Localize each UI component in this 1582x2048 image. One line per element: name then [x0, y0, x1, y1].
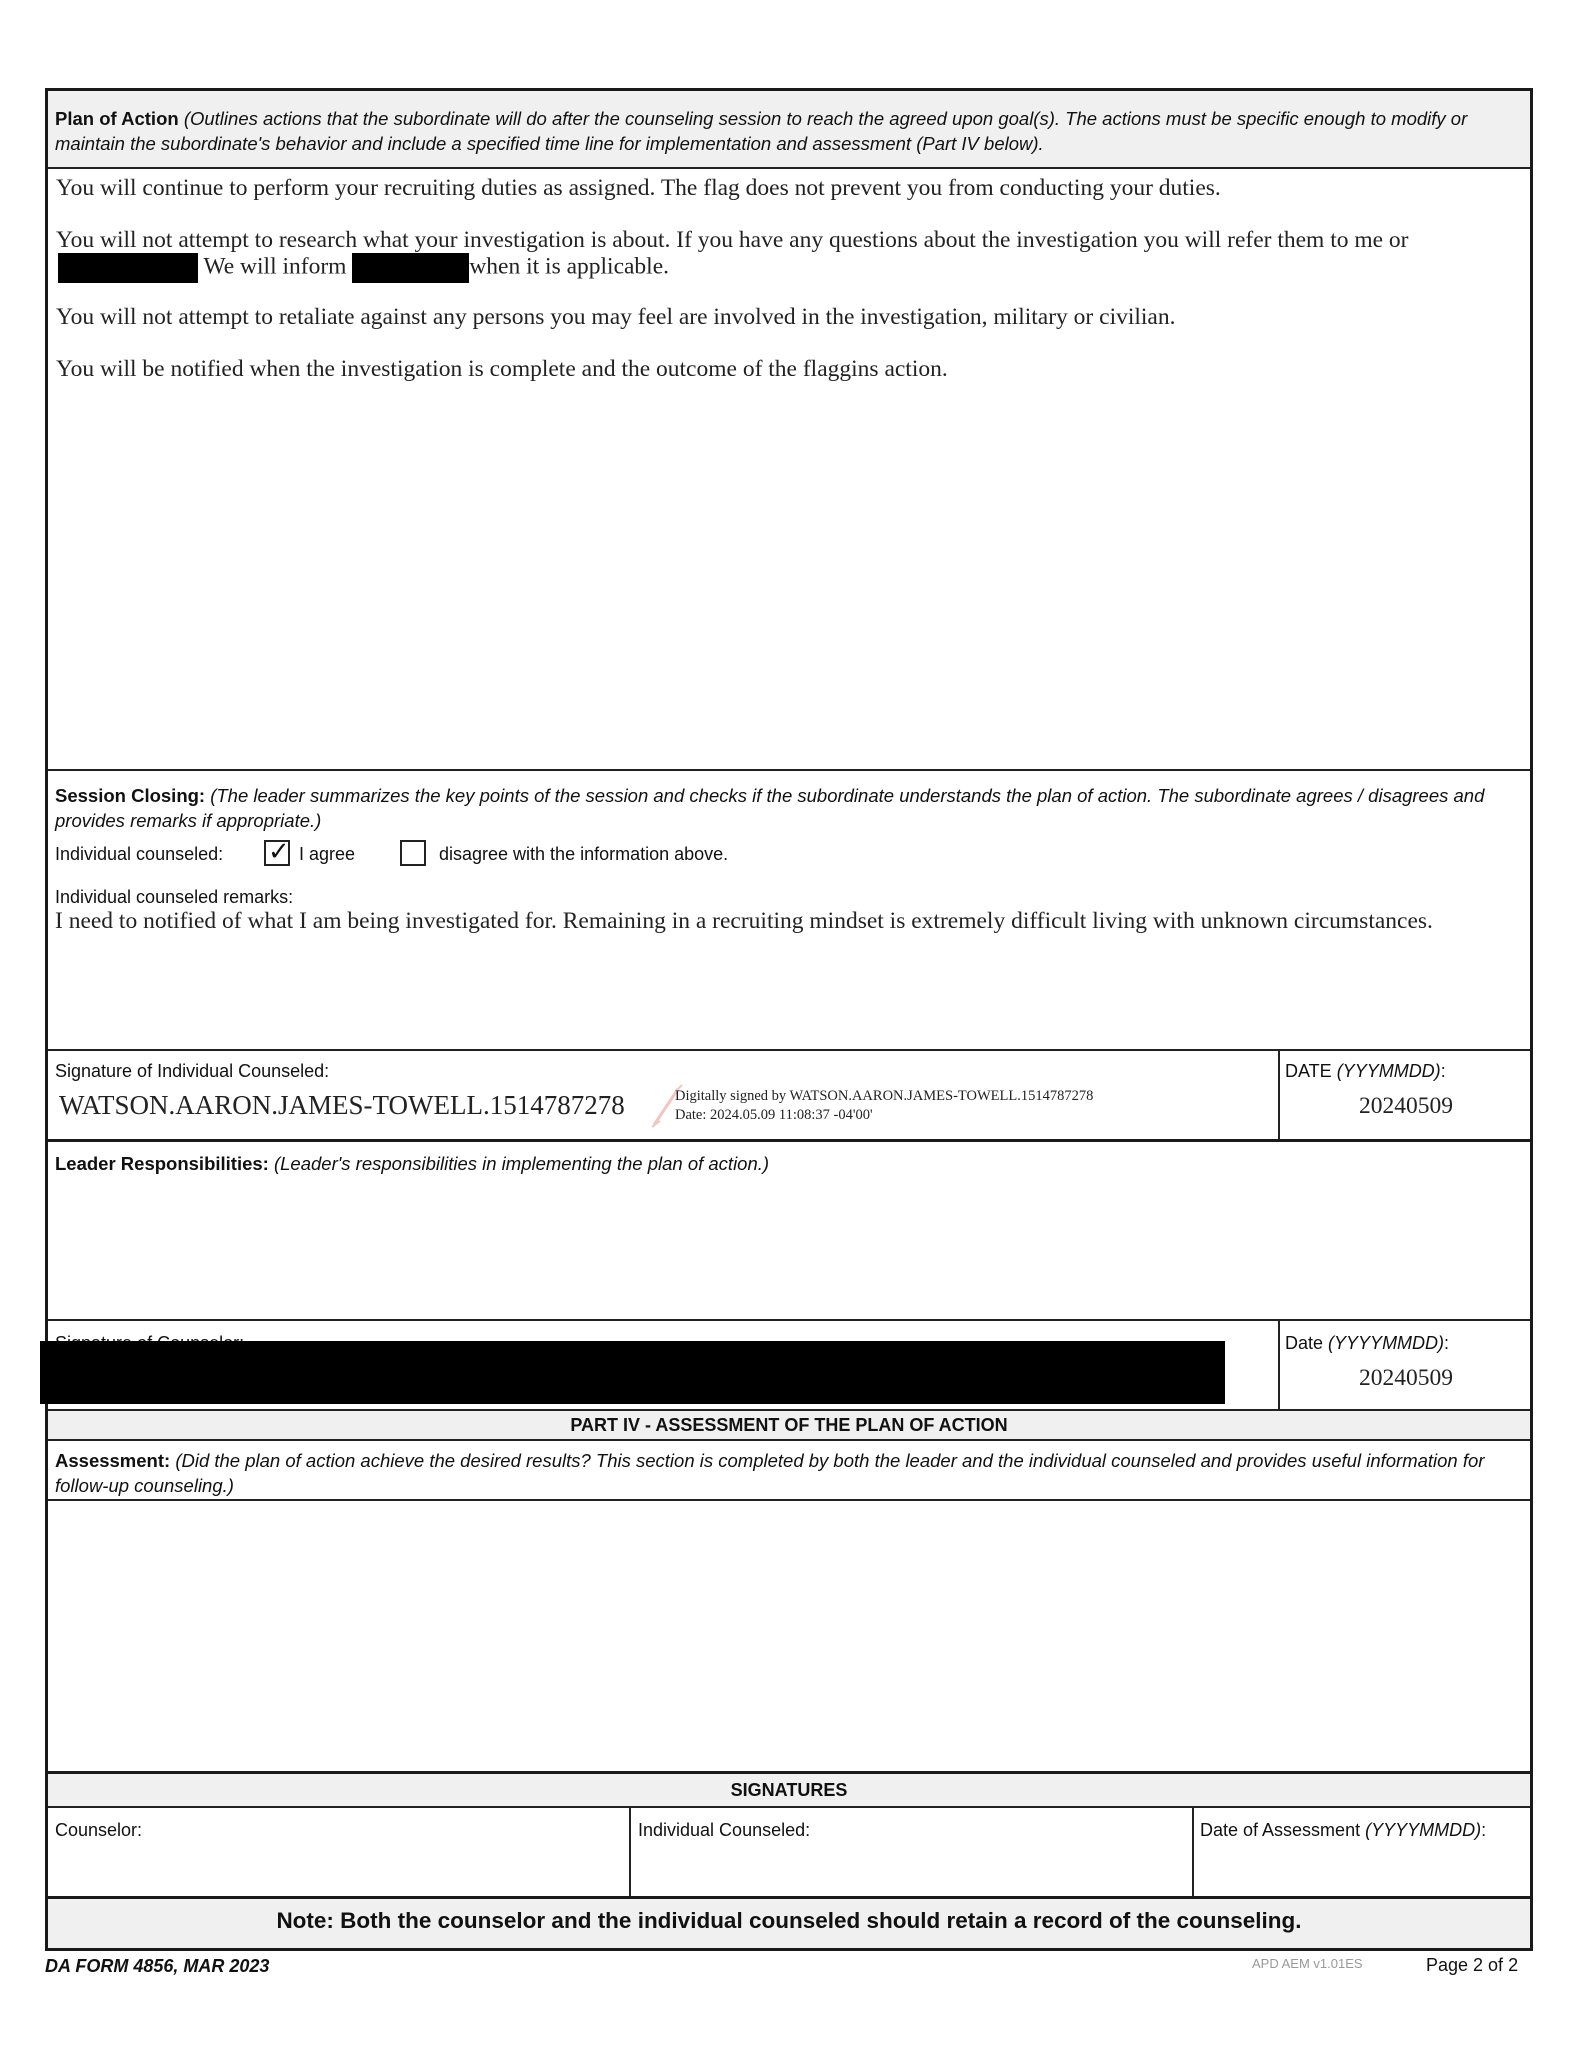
date-counseled-label: DATE (YYYMMDD):	[1285, 1061, 1446, 1081]
signature-counseled-label: Signature of Individual Counseled:	[55, 1061, 330, 1081]
signatures-title: SIGNATURES	[730, 1780, 848, 1800]
individual-signature-label: Individual Counseled:	[638, 1820, 811, 1840]
counseling-form-page	[45, 88, 1533, 1951]
session-closing-title: Session Closing:	[55, 785, 206, 806]
signatures-header	[48, 1771, 1530, 1806]
disagree-checkbox[interactable]	[400, 840, 426, 866]
individual-remarks: I need to notified of what I am being investigated for. Remaining in a recruiting mindset is extremely difficult living with unknown circumstances.	[55, 908, 1433, 934]
version-label: APD AEM v1.01ES	[1252, 1956, 1363, 1971]
part-iv-title: PART IV - ASSESSMENT OF THE PLAN OF ACTION	[570, 1415, 1008, 1435]
counselor-signature-label: Counselor:	[55, 1820, 143, 1840]
column-divider	[1192, 1808, 1194, 1896]
remarks-label: Individual counseled remarks:	[55, 887, 294, 907]
date-of-assessment-label: Date of Assessment (YYYYMMDD):	[1200, 1820, 1487, 1840]
digital-signature-name: WATSON.AARON.JAMES-TOWELL.1514787278	[59, 1090, 625, 1120]
assessment-title: Assessment:	[55, 1450, 171, 1471]
redaction-block	[58, 253, 198, 283]
date-counseled-value: 20240509	[1359, 1093, 1453, 1119]
assessment-instructions: (Did the plan of action achieve the desired results? This section is completed by both the leader and the individual counseled and provides useful information for follow-up counseling.)	[55, 1450, 1485, 1496]
leader-responsibilities-section	[48, 1139, 1530, 1319]
plan-of-action-title: Plan of Action	[55, 108, 179, 129]
agree-checkbox[interactable]	[264, 837, 290, 867]
assessment-body	[48, 1499, 1530, 1771]
session-closing-section	[48, 769, 1530, 1049]
redaction-block	[352, 253, 469, 283]
agree-label: I agree	[299, 844, 356, 864]
plan-paragraph-2: You will not attempt to research what your investigation is about. If you have any questions about the investigation you will refer them to me or We will inform when it is applicable.	[56, 227, 1520, 283]
check-mark-icon: ✓	[268, 837, 290, 867]
plan-paragraph-3: You will not attempt to retaliate against any persons you may feel are involved in the investigation, military or civilian.	[56, 304, 1176, 330]
retain-record-note: Note: Both the counselor and the individual counseled should retain a record of the counseling.	[276, 1908, 1302, 1933]
signature-counseled-row	[48, 1049, 1530, 1139]
plan-paragraph-4: You will be notified when the investigation is complete and the outcome of the flaggins action.	[56, 356, 948, 382]
date-counselor-value: 20240509	[1359, 1365, 1453, 1391]
counselor-signature-redaction	[40, 1341, 1225, 1404]
disagree-label: disagree with the information above.	[439, 844, 729, 864]
plan-paragraph-1: You will continue to perform your recruiting duties as assigned. The flag does not prevent you from conducting your duties.	[56, 175, 1221, 201]
date-counselor-label: Date (YYYYMMDD):	[1285, 1333, 1450, 1353]
page-number: Page 2 of 2	[1426, 1955, 1519, 1975]
assessment-header	[48, 1439, 1530, 1499]
leader-responsibilities-title: Leader Responsibilities:	[55, 1153, 269, 1174]
leader-responsibilities-instructions: (Leader's responsibilities in implementing the plan of action.)	[273, 1153, 770, 1174]
signatures-row	[48, 1806, 1530, 1896]
plan-of-action-header	[48, 91, 1530, 167]
plan-of-action-body	[48, 167, 1530, 769]
individual-counseled-label: Individual counseled:	[55, 844, 224, 864]
digital-signature-details: Digitally signed by WATSON.AARON.JAMES-TOWELL.1514787278 Date: 2024.05.09 11:08:37 -04'00'	[675, 1088, 1094, 1123]
session-closing-instructions: (The leader summarizes the key points of the session and checks if the subordinate understands the plan of action. The subordinate agrees / disagrees and provides remarks if appropriate.)	[55, 785, 1485, 831]
form-id: DA FORM 4856, MAR 2023	[45, 1956, 270, 1976]
plan-of-action-instructions: (Outlines actions that the subordinate will do after the counseling session to reach the agreed upon goal(s). The actions must be specific enough to modify or maintain the subordinate's behavior and include a specified time line for implementation and assessment (Part IV below).	[55, 108, 1468, 154]
note-bar	[48, 1896, 1530, 1948]
column-divider	[629, 1808, 631, 1896]
part-iv-header	[48, 1409, 1530, 1439]
